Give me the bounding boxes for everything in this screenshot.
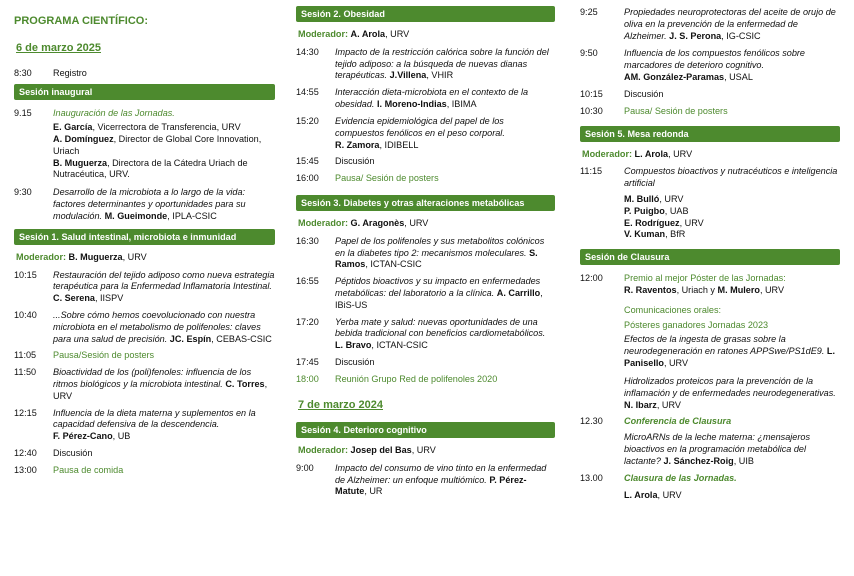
moderator-line: Moderador: G. Aragonès, URV xyxy=(298,217,429,228)
column-3 xyxy=(580,7,840,507)
speaker-line: A. Domínguez, Director de Global Core Innovation, Uriach xyxy=(53,134,262,156)
moderator-line: Moderador: B. Muguerza, URV xyxy=(16,251,147,262)
panelist: M. Bulló, URV xyxy=(624,193,684,204)
moderator-line: Moderador: Josep del Bas, URV xyxy=(298,444,436,455)
session-header-3: Sesión 3. Diabetes y otras alteraciones metabólicas xyxy=(296,195,555,211)
schedule-row-discussion: 17:45 Discusión xyxy=(296,357,375,368)
schedule-row-break: 16:00 Pausa/ Sesión de posters xyxy=(296,173,439,184)
schedule-row-registro xyxy=(14,68,275,80)
panelist: E. Rodríguez, URV xyxy=(624,217,704,228)
speaker-line: E. García, Vicerrectora de Transferencia, URV xyxy=(53,122,241,133)
program-title: PROGRAMA CIENTÍFICO: xyxy=(14,15,149,27)
item-title: Inauguración de las Jornadas. xyxy=(53,108,175,119)
date-heading-day2: 7 de marzo 2024 xyxy=(298,398,383,411)
schedule-row-closing: 13.00 Clausura de las Jornadas. L. Arola, URV xyxy=(580,472,737,501)
schedule-row-talk: 14:30 Impacto de la restricción calórica sobre la función del tejido adiposo: a la búsqueda de nuevas dianas terapéuticas. J.Villena, VHIR xyxy=(296,46,549,81)
schedule-row-award: 12:00 Premio al mejor Póster de las Jornadas: R. Raventos, Uriach y M. Mulero, URV Comunicaciones orales: Pósteres ganadores Jornadas 2023 Efectos de la ingesta de grasas sobre la neurodegeneración en ratones APPSwe/PS1dE9. L. Panisello, URV Hidrolizados proteicos para la prevención de la inflamación y de enfermedades neurodegenerativas. N. Ibarz, URV xyxy=(580,273,836,410)
session-header-4: Sesión 4. Deterioro cognitivo xyxy=(296,422,555,438)
schedule-row-talk: 14:55 Interacción dieta-microbiota en el contexto de la obesidad. I. Moreno-Indias, IBIMA xyxy=(296,87,529,110)
schedule-row-break: 11:05 Pausa/Sesión de posters xyxy=(14,350,155,361)
schedule-row-lunch: 13:00 Pausa de comida xyxy=(14,464,124,475)
time: 8:30 xyxy=(14,67,32,78)
schedule-row-inauguracion xyxy=(14,108,275,181)
schedule-row-talk: 11:50 Bioactividad de los (poli)fenoles: influencia de los ritmos biológicos y la microbiota intestinal. C. Torres, URV xyxy=(14,367,268,401)
schedule-row-talk xyxy=(14,187,275,222)
session-header-5: Sesión 5. Mesa redonda xyxy=(580,126,840,142)
panelist: V. Kuman, BfR xyxy=(624,229,686,240)
date-heading-day1: 6 de marzo 2025 xyxy=(16,42,101,55)
speaker-line: B. Muguerza, Directora de la Cátedra Uriach de Nutracéutica, URV. xyxy=(53,157,248,180)
schedule-row-talk: 15:20 Evidencia epidemiológica del papel de los compuestos fenólicos en el peso corporal. R. Zamora, IDIBELL xyxy=(296,115,505,150)
session-header-2: Sesión 2. Obesidad xyxy=(296,6,555,22)
talk-text: Desarrollo de la microbiota a lo largo de la vida: factores determinantes y oportunidades para su modulación. M. Gueimonde, IPLA-CSIC xyxy=(53,187,246,221)
schedule-row-talk: 9:00 Impacto del consumo de vino tinto en la enfermedad de Alzheimer: un enfoque multiómico. P. Pérez-Matute, UR xyxy=(296,462,547,497)
schedule-row-talk: 9:25 Propiedades neuroprotectoras del aceite de orujo de oliva en la prevención de la enfermedad de Alzheimer. J. S. Perona, IG-CSIC xyxy=(580,7,836,41)
schedule-row-talk: 10:40 ...Sobre cómo hemos coevolucionado con nuestra microbiota en el metabolismo de polifenoles: claves para una salud de precisión. JC. Espín, CEBAS-CSIC xyxy=(14,309,272,344)
item-text: Registro xyxy=(53,67,87,78)
time: 9:30 xyxy=(14,187,32,198)
schedule-row-conference: 12.30 Conferencia de Clausura MicroARNs de la leche materna: ¿mensajeros bioactivos en la programación metabólica del lactante? J. Sánchez-Roig, UIB xyxy=(580,416,810,466)
schedule-row-talk: 16:30 Papel de los polifenoles y sus metabolitos colónicos en la diabetes tipo 2: mecanismos moleculares. S. Ramos, ICTAN-CSIC xyxy=(296,235,545,270)
schedule-row-discussion: 12:40 Discusión xyxy=(14,448,93,459)
session-header-1: Sesión 1. Salud intestinal, microbiota e inmunidad xyxy=(14,229,275,245)
session-header-inaugural: Sesión inaugural xyxy=(14,84,275,100)
schedule-row-talk: 9:50 Influencia de los compuestos fenólicos sobre marcadores de deterioro cognitivo. AM. González-Paramas, USAL xyxy=(580,48,805,83)
column-2 xyxy=(296,6,555,503)
column-1 xyxy=(14,0,275,482)
schedule-row-talk: 17:20 Yerba mate y salud: nuevas oportunidades de una bebida tradicional con beneficios cardiometabólicos. L. Bravo, ICTAN-CSIC xyxy=(296,316,546,351)
schedule-row-talk: 10:15 Restauración del tejido adiposo como nueva estrategia terapéutica para la Enfermedad Inflamatoria Intestinal. C. Serena, IISPV xyxy=(14,269,275,304)
session-header-clausura: Sesión de Clausura xyxy=(580,249,840,265)
panelist: P. Puigbo, UAB xyxy=(624,205,689,216)
time: 9.15 xyxy=(14,108,32,119)
schedule-row-discussion: 10:15 Discusión xyxy=(580,88,664,99)
moderator-line: Moderador: A. Arola, URV xyxy=(298,29,410,39)
schedule-row-discussion: 15:45 Discusión xyxy=(296,156,375,167)
schedule-row-meeting: 18:00 Reunión Grupo Red de polifenoles 2020 xyxy=(296,373,498,384)
schedule-row-roundtable: 11:15 Compuestos bioactivos y nutracéuticos e inteligencia artificial M. Bulló, URV P. Puigbo, UAB E. Rodríguez, URV V. Kuman, BfR xyxy=(580,166,840,241)
schedule-row-talk: 16:55 Péptidos bioactivos y su impacto en enfermedades metabólicas: del laboratorio a la clínica. A. Carrillo, IBiS-US xyxy=(296,276,543,310)
moderator-line: Moderador: L. Arola, URV xyxy=(582,148,693,159)
schedule-row-break: 10:30 Pausa/ Sesión de posters xyxy=(580,105,728,116)
schedule-row-talk: 12:15 Influencia de la dieta materna y suplementos en la capacidad defensiva de la descendencia. F. Pérez-Cano, UB xyxy=(14,407,256,442)
